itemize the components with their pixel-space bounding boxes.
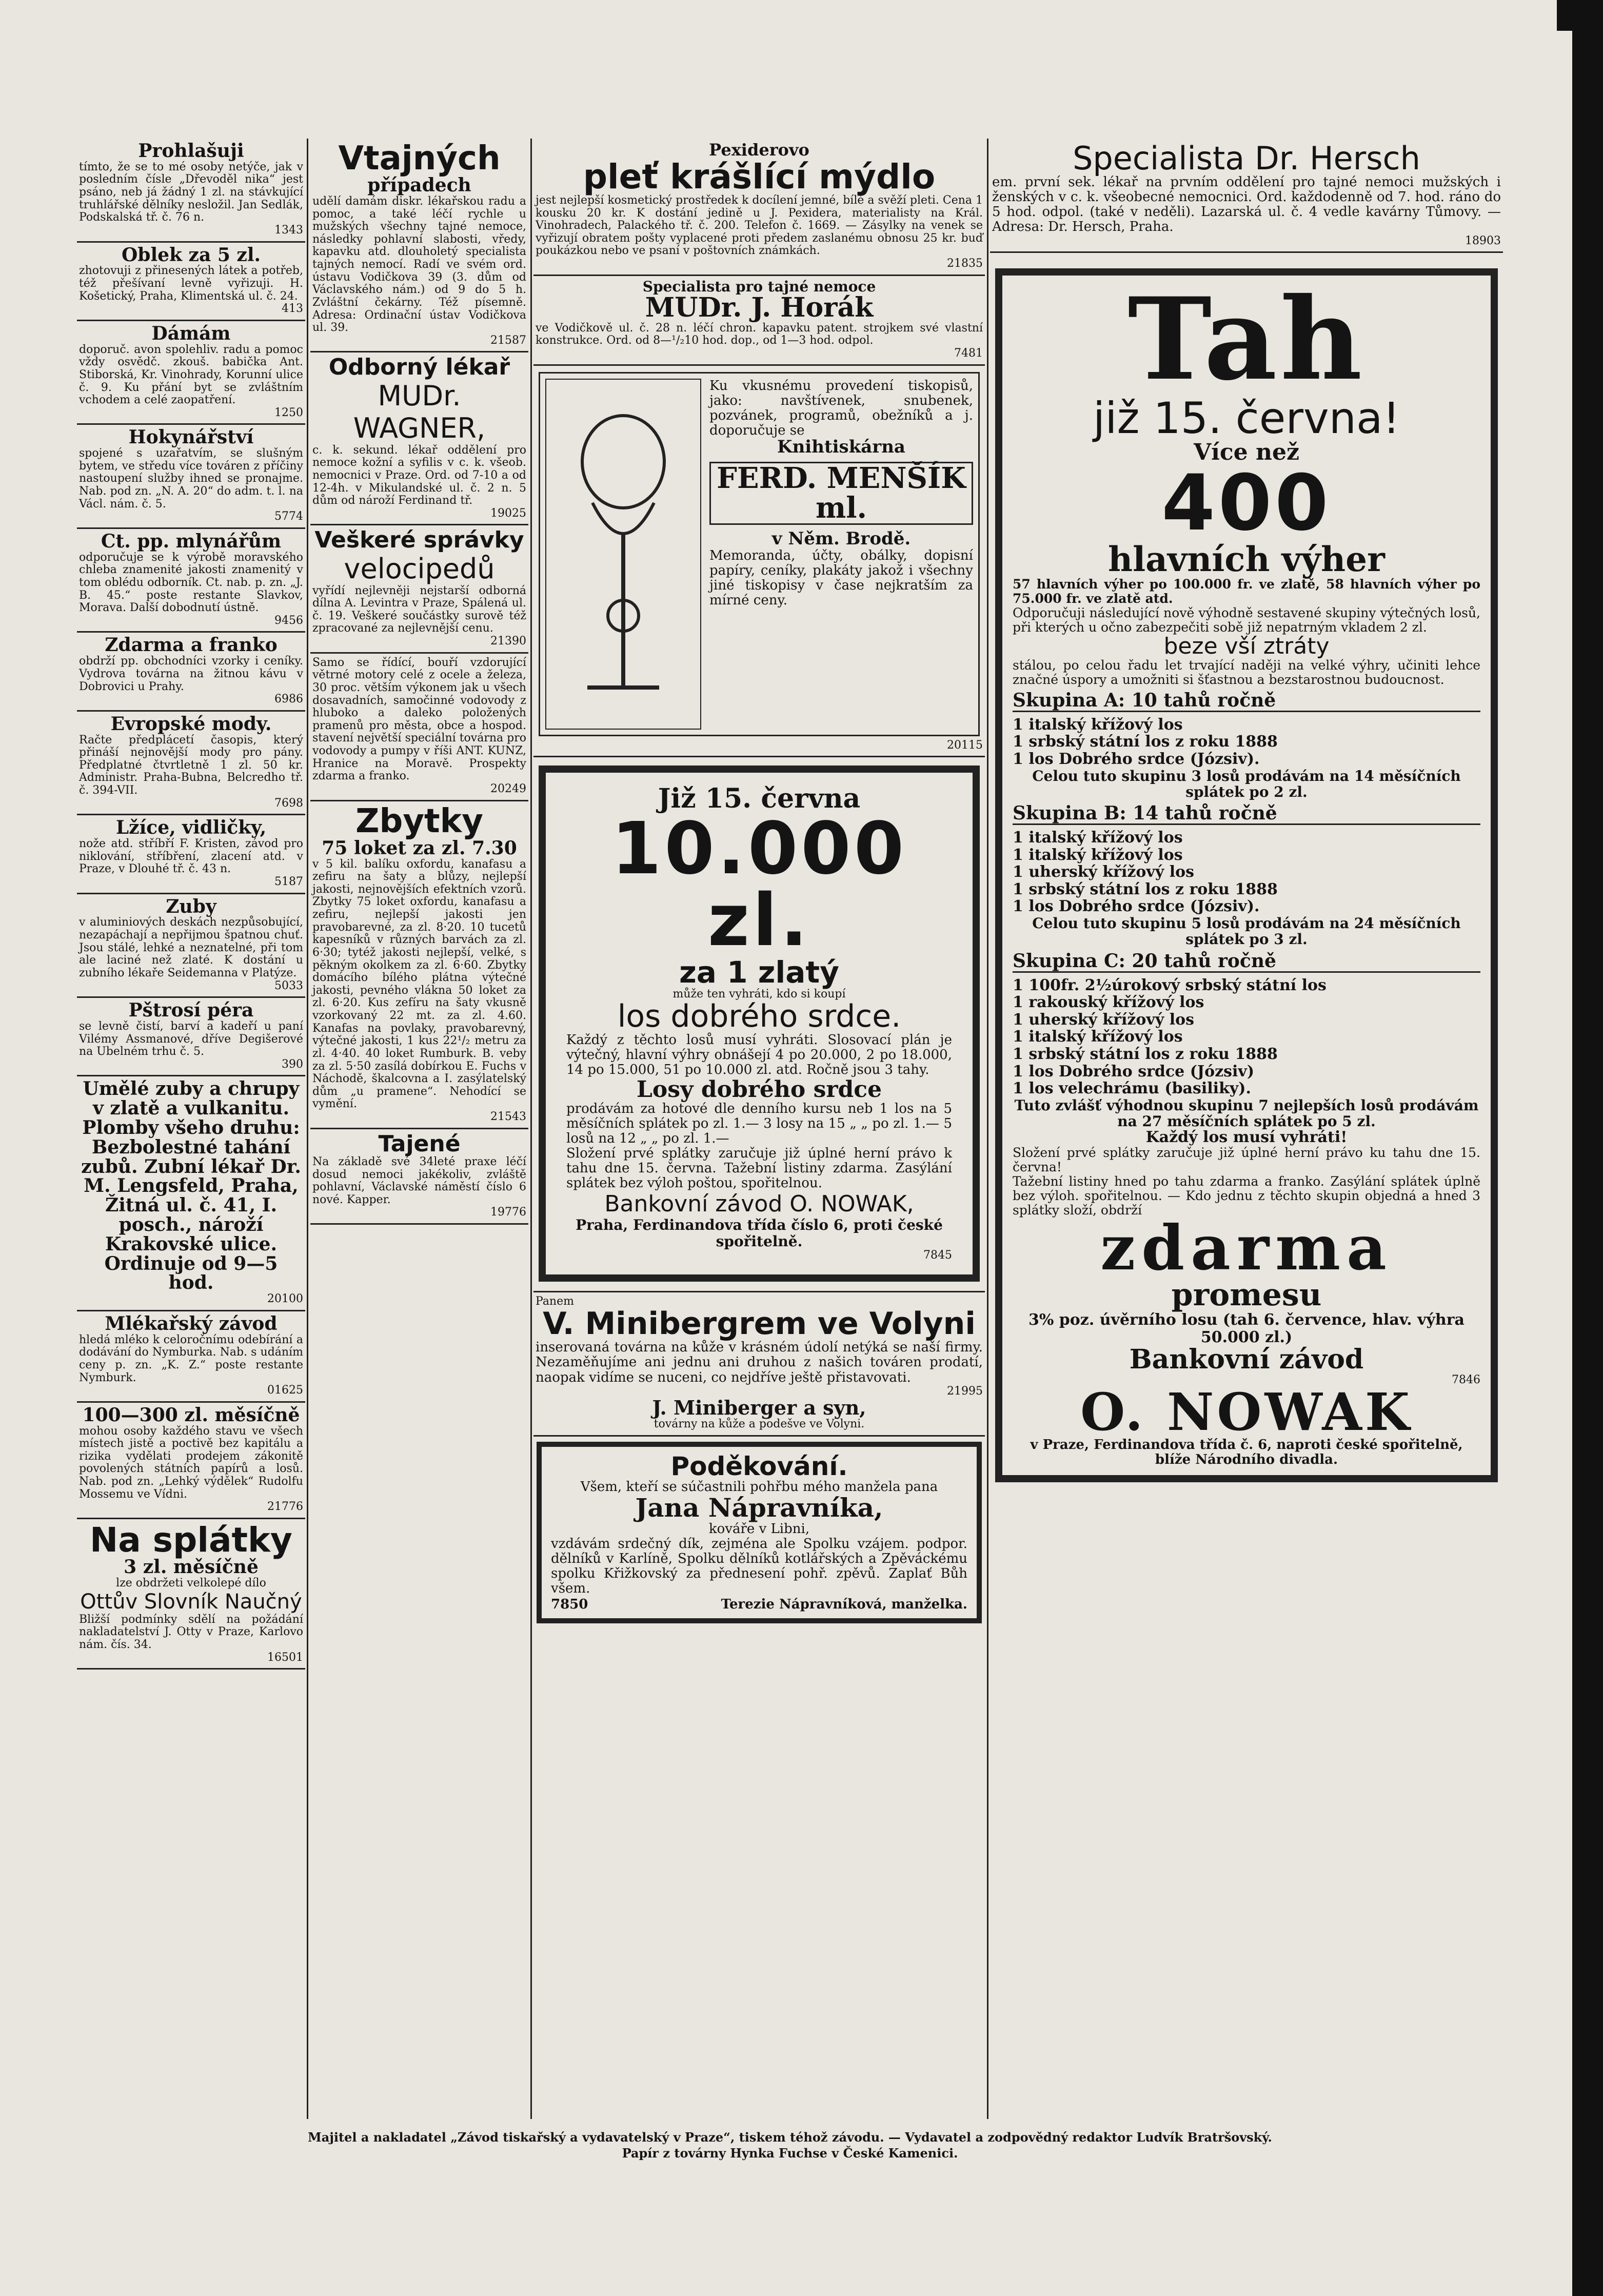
ad-body: udělí damám diskr. lékařskou radu a pomoc, a také léčí rychle u mužských všechny tajné nemoce, následky pohlavní slabosti, vředy, kapavku atd. dlouholetý specialista tajných nemocí. Radí ve svém ord. ústavu Vodičkova 39 (3. dům od Václavského nám.) od 9 do 5 h. Zvláštní čekárny. Též písemně. Adresa: Ordinační ústav Vodičkova ul. 39. xyxy=(312,194,526,335)
group-item: 1 italský křížový los xyxy=(1013,846,1183,864)
ad-code: 7481 xyxy=(954,346,983,360)
column-3 xyxy=(533,139,985,1628)
ad-code: 21390 xyxy=(490,635,526,648)
classified-ad xyxy=(77,139,305,243)
ad-title: Hokynářství xyxy=(128,426,254,448)
ad-subtitle: Losy dobrého srdce xyxy=(636,1076,882,1103)
group-item: 1 100fr. 2½úrokový srbský státní los xyxy=(1013,976,1327,994)
group-item: 1 los Dobrého srdce (Józsiv). xyxy=(1013,750,1260,768)
ad-title: Prohlašuji xyxy=(138,140,244,162)
classified-ad xyxy=(310,525,528,653)
scan-edge-right xyxy=(1572,0,1603,2296)
ad-headline: pleť krášlící mýdlo xyxy=(583,156,936,197)
ad-body: Složení prvé splátky zaručuje již úplné herní právo ku tahu dne 15. června! xyxy=(1013,1145,1480,1174)
ad-code: 1343 xyxy=(274,223,303,237)
ad-title: Lžíce, vidličky, xyxy=(115,817,267,839)
ad-body: nože atd. stříbří F. Kristen, závod pro niklování, stříbření, zlacení atd. v Praze, v Dlouhé tř. č. 43 n. xyxy=(79,837,303,876)
ad-code: 21587 xyxy=(490,333,526,347)
ad-title: Specialista pro tajné nemoce xyxy=(642,278,876,295)
ad-body: mohou osoby každého stavu ve všech místech jistě a poctivě bez kapitálu a rizika vydělati prodejem zákonitě povolených státních papírů a losů. Nab. pod zn. „Lehký výdělek“ Rudolfu Mossemu ve Vídni. xyxy=(79,1424,303,1501)
ad-bank-name: O. NOWAK xyxy=(1080,1382,1413,1443)
column-4 xyxy=(990,139,1503,1482)
ad-body: v 5 kil. balíku oxfordu, kanafasu a zefiru na šaty a blůzy, nejlepší jakosti, nejnovějších efektních vzorů. Zbytky 75 loket oxfordu, kanafasu a zefiru, nejlepší jakosti jen pravobarevné, za zl. 8·20. 10 tucetů kapesníků v různých barvách za zl. 6·30; tytéž jakosti nejlepší, velké, s pěkným okolkem za zl. 6·60. Zbytky domácího bílého plátna výtečné jakosti, pevného vlákna 50 loket za zl. 6·20. Kus zefíru na šaty vkusně vzorkovaný 22 mt. za zl. 4.60. Kanafas na povlaky, pravobarevný, výtečné jakosti, 1 kus 22¹/₂ metru za zl. 4·40. 40 loket Rumburk. B. veby za zl. 5·50 zasílá dobírkou E. Fuchs v Náchodě, škalcovna a I. zasýlatelský dům „u pramene“. Nehodící se vymění. xyxy=(312,857,526,1111)
page-footer xyxy=(77,2129,1503,2161)
ad-pre: Panem xyxy=(536,1294,574,1308)
classified-ad xyxy=(77,529,305,633)
ad-body: Tažební listiny hned po tahu zdarma a franko. Zasýlání splátek úplně bez výloh. spořitelnou. — Kdo jednu z těchto skupin objedná a hned 3 splátky složí, obdrží xyxy=(1013,1173,1480,1218)
ad-code: 21995 xyxy=(947,1384,983,1398)
ad-body: vzdávám srdečný dík, zejména ale Spolku vzájem. podpor. dělníků v Karlíně, Spolku dělníků kotlářských a Zpěváckému spolku Křižkovský za přednesení pohř. zpěvů. Zaplať Bůh všem. xyxy=(551,1536,967,1597)
classified-ad xyxy=(310,1129,528,1225)
group-item: 1 uherský křížový los xyxy=(1013,1010,1195,1029)
ad-code: 18903 xyxy=(1465,234,1501,247)
ad-bank: Bankovní závod xyxy=(1129,1344,1364,1376)
ad-code: 1250 xyxy=(274,406,303,419)
ad-code: 5774 xyxy=(274,510,303,523)
ad-body: inserovaná továrna na kůže v krásném údolí netýká se naší firmy. Nezaměňujíme ani jednu ani druhou z našich továren prodatí, naopak vidíme se nuceni, co nejdříve ještě přistavovati. xyxy=(536,1340,983,1385)
classified-ad xyxy=(310,654,528,801)
ad-body: Každý z těchto losů musí vyhráti. Slosovací plán je výtečný, hlavní výhry obnášejí 4 po 20.000, 2 po 18.000, 14 po 15.000, 51 po 10.000 zl. atd. Ročně jsou 3 tahy. xyxy=(566,1032,952,1078)
ad-number: 400 xyxy=(1161,458,1332,548)
classified-ad xyxy=(77,998,305,1076)
ad-title: Zdarma a franko xyxy=(105,634,278,656)
ad-title: Ct. pp. mlynářům xyxy=(101,530,282,552)
footer-line: Papír z továrny Hynka Fuchse v České Kamenici. xyxy=(622,2146,958,2161)
ad-code: 19776 xyxy=(490,1206,526,1219)
ad-prize: 10.000 zl. xyxy=(611,807,907,963)
ad-code: 7850 xyxy=(551,1596,588,1612)
classified-ad xyxy=(77,712,305,816)
ad-body: zhotovuji z přinesených látek a potřeb, též přešívaní levně vyřizuji. H. Košetický, Praha, Klimentská ul. č. 24. xyxy=(79,264,303,303)
ad-free: zdarma xyxy=(1100,1211,1393,1284)
ad-title: Pexiderovo xyxy=(709,140,809,160)
ad-ottuv-slovnik xyxy=(77,1519,305,1670)
ad-body: odporučuje se k výrobě moravského chleba znamenité jakosti znamenitý v tom oblédu odborník. Ct. nab. p. zn. „J. B. 45.“ poste restante Slavkov, Morava. Další dobodnutí ústně. xyxy=(79,551,303,615)
ad-name: Jana Nápravníka, xyxy=(635,1493,883,1523)
ad-title: Zuby xyxy=(166,895,216,917)
ad-must: Každý los musí vyhráti! xyxy=(1145,1128,1348,1147)
ad-price: za 1 zlatý xyxy=(679,954,839,990)
ad-title: Oblek za 5 zl. xyxy=(121,244,261,266)
ad-line: může ten vyhráti, kdo si koupí xyxy=(672,987,846,1000)
ad-title: Veškeré správky xyxy=(314,527,524,554)
ad-body: Na základě své 34leté praxe léčí dosud nemoci jakékoliv, zvláště pohlavní, Václavské náměstí číslo 6 nové. Kapper. xyxy=(312,1155,526,1206)
ad-body: stálou, po celou řadu let trvající naději na velké výhry, učiniti lehce značné úspory a umožniti si šťastnou a bezstarostnou budoucnost. xyxy=(1013,658,1480,688)
column-2 xyxy=(310,139,528,1225)
group-item: 1 srbský státní los z roku 1888 xyxy=(1013,880,1278,898)
classified-ad xyxy=(77,1403,305,1519)
ad-code: 21543 xyxy=(490,1110,526,1124)
ornament-frame xyxy=(539,372,980,736)
ad-code: 390 xyxy=(282,1057,303,1071)
ad-address: Praha, Ferdinandova třída číslo 6, proti české spořitelně. xyxy=(576,1216,943,1250)
ad-title: Na splátky xyxy=(90,1520,292,1560)
ad-title: Tajené xyxy=(378,1130,461,1157)
ad-body: Memoranda, účty, obálky, dopisní papíry, ceníky, plakáty jakož i všechny jiné tiskopisy v čase nejkratším za mírné ceny. xyxy=(709,547,973,609)
ad-title: Tah xyxy=(1127,272,1365,406)
ad-horak xyxy=(533,276,985,366)
ad-title: Pštrosí péra xyxy=(128,999,254,1022)
ad-title: Specialista Dr. Hersch xyxy=(1073,140,1420,177)
group-title: Skupina C: 20 tahů ročně xyxy=(1013,952,1480,973)
ad-code: 7845 xyxy=(923,1249,952,1262)
ad-body: Samo se řídící, bouří vzdorující větrné motory celé z ocele a železa, 30 proc. větším výkonem jak u všech dosavadních, samočinné vodovody z hluboko a daleko položených pramenů pro města, obce a hospod. stavení největší speciální továrna pro vodovody a pumpy v říši ANT. KUNZ, Hranice na Moravě. Prospekty zdarma a franko. xyxy=(312,656,526,783)
ad-body: hledá mléko k celoročnímu odebírání a dodávání do Nymburka. Nab. s udáním ceny p. zn. „K. Z.“ poste restante Nymburk. xyxy=(79,1333,303,1384)
ad-more: Více než xyxy=(1194,439,1299,466)
column-rule xyxy=(530,139,532,2119)
ad-body: spojené s uzařatvím, se slušným bytem, ve středu více továren z příčiny nastoupení služby ihned se pronajme. Nab. pod zn. „N. A. 20“ do adm. t. l. na Václ. nám. č. 5. xyxy=(79,447,303,511)
ad-code: 6986 xyxy=(274,693,303,706)
ad-sub: případech xyxy=(367,174,471,197)
ad-code: 19025 xyxy=(490,506,526,520)
ad-title: Umělé zuby a chrupy v zlatě a vulkanitu. Plomby všeho druhu: Bezbolestné tahání zubů. Zubní lékař Dr. M. Lengsfeld, Praha, Žitná ul. č. 41, I. posch., nároží Krakovské ulice. Ordinuje od 9—5 hod. xyxy=(81,1078,301,1294)
classified-ad xyxy=(77,815,305,894)
ad-body: jest nejlepší kosmetický prostředek k docílení jemné, bílé a svěží pleti. Cena 1 kousku 20 kr. K dostání jedině u J. Pexidera, materialisty na Král. Vinohradech, Palackého tř. č. 200. Telefon č. 1669. — Zásylky na venek se vyřizují obratem pošty vyplacené proti předem zaslanému obnosu 25 kr. buď poukázkou nebo ve psaní v poštovních známkách. xyxy=(536,193,983,258)
ad-date: Již 15. června xyxy=(658,783,861,815)
group-title: Skupina A: 10 tahů ročně xyxy=(1013,691,1480,712)
ad-body: se levně čistí, barví a kadeří u paní Vilémy Assmanové, dříve Degišerové na Ubelném trhu č. 5. xyxy=(79,1019,303,1058)
ad-name: MUDr. J. Horák xyxy=(645,292,874,324)
ad-nowak-lottery xyxy=(533,757,985,1292)
ad-code: 5033 xyxy=(274,979,303,992)
group-note: Celou tuto skupinu 3 losů prodávám na 14 měsíčních splátek po 2 zl. xyxy=(1032,767,1461,800)
ad-body: c. k. sekund. lékař oddělení pro nemoce kožní a syfilis v c. k. všeob. nemocnici v Praze. Ord. od 7-10 a od 12-4h. v Mikulandské ul. č. 2 n. 5 dům od nároží Ferdinand tř. xyxy=(312,443,526,507)
ad-title: Knihtiskárna xyxy=(777,436,905,457)
ad-bank: Bankovní závod O. NOWAK, xyxy=(604,1191,914,1218)
group-item: 1 los velechrámu (basiliky). xyxy=(1013,1080,1251,1098)
ad-body: prodávám za hotové dle denního kursu neb 1 los na 5 měsíčních splátek po zl. 1.— 3 losy na 15 „ „ po zl. 1.— 5 losů na 12 „ „ po zl. 1.— xyxy=(566,1101,952,1146)
classified-ad xyxy=(77,1311,305,1403)
ad-sub: 3 zl. měsíčně xyxy=(124,1556,259,1578)
ad-body: vyřídí nejlevněji nejstarší odborná dílna A. Levintra v Praze, Spálená ul. č. 19. Veškeré součástky surově též zpracované za nejlevnější cenu. xyxy=(312,584,526,635)
group-item: 1 srbský státní los z roku 1888 xyxy=(1013,733,1278,751)
lottery-groups xyxy=(1013,691,1480,1129)
classified-ad xyxy=(310,801,528,1129)
ad-body: ve Vodičkově ul. č. 28 n. léčí chron. kapavku patent. strojkem své vlastní konstrukce. Ord. od 8—¹/₂10 hod. dop., od 1—3 hod. odpol. xyxy=(536,321,983,347)
ad-code: 20100 xyxy=(267,1292,303,1306)
classified-ad xyxy=(77,894,305,998)
ad-code: 5187 xyxy=(274,875,303,888)
ad-sign: Terezie Nápravníková, manželka. xyxy=(721,1596,967,1612)
ad-risk: beze vší ztráty xyxy=(1163,633,1330,659)
ad-code: 16501 xyxy=(267,1651,303,1664)
scan-corner-topright xyxy=(1557,0,1572,31)
ad-code: 7698 xyxy=(274,796,303,810)
newspaper-page xyxy=(77,139,1503,2161)
group-item: 1 rakouský křížový los xyxy=(1013,993,1204,1012)
classified-ad xyxy=(310,139,528,352)
ad-body: em. první sek. lékař na prvním oddělení pro tajné nemoci mužských i ženských v c. k. všeobecné nemocnici. Ord. každodenně od 7. hod. ráno do 5 hod. odpol. (také v neděli). Lazarská ul. č. 4 vedle kavárny Tůmovy. — Adresa: Dr. Hersch, Praha. xyxy=(992,174,1501,235)
ad-sub: 75 loket za zl. 7.30 xyxy=(322,837,517,859)
ad-promesa: promesu xyxy=(1171,1277,1322,1313)
ad-body: Složení prvé splátky zaručuje již úplné herní právo k tahu dne 15. června. Tažební listiny zdarma. Zasýlání splátek bez výloh poštou, spořitelnou. xyxy=(566,1146,952,1191)
ad-code: 21835 xyxy=(947,257,983,270)
column-rule xyxy=(307,139,308,2119)
ad-hersch xyxy=(990,139,1503,253)
group-item: 1 italský křížový los xyxy=(1013,715,1183,734)
column-1 xyxy=(77,139,305,1670)
group-item: 1 uherský křížový los xyxy=(1013,863,1195,881)
ad-line: lze obdržeti velkolepé dílo xyxy=(116,1577,266,1590)
group-item: 1 srbský státní los z roku 1888 xyxy=(1013,1045,1278,1063)
ad-hand: Ottův Slovník Naučný xyxy=(80,1589,302,1614)
ornament-icon xyxy=(545,379,701,730)
group-item: 1 italský křížový los xyxy=(1013,1028,1183,1046)
ad-sign: J. Miniberger a syn, xyxy=(652,1396,866,1420)
ad-code: 01625 xyxy=(267,1384,303,1397)
ad-title: Evropské mody. xyxy=(110,713,272,735)
ad-role: kováře v Libni, xyxy=(708,1521,810,1537)
classified-ad xyxy=(77,243,305,321)
ad-code: 9456 xyxy=(274,614,303,627)
ad-code: 20115 xyxy=(947,738,983,752)
ad-name: FERD. MENŠÍK ml. xyxy=(709,462,973,525)
ad-title: Poděkování. xyxy=(670,1451,848,1481)
ad-address: v Praze, Ferdinandova třída č. 6, naproti české spořitelně, blíže Národního divadla. xyxy=(1030,1437,1463,1468)
classified-ad xyxy=(77,1076,305,1311)
ad-body: doporuč. avon spolehliv. radu a pomoc vždy osvědč. zkouš. babička Ant. Stiborská, Kr. Vinohrady, Korunní ulice č. 9. Ku přání byt se zvláštním vchodem a celé zaopatření. xyxy=(79,343,303,407)
ad-thanks xyxy=(533,1442,985,1623)
ad-sign2: továrny na kůže a podešve ve Volyni. xyxy=(654,1418,865,1431)
ad-body: Odporučuji následující nově výhodně sestavené skupiny výtečných losů, při kterých u očno zabezpečiti sobě již nepatrným vkladem 2 zl. xyxy=(1013,605,1480,635)
ad-title: Dámám xyxy=(151,322,231,344)
ad-body: v aluminiových deskách nezpůsobující, nezapáchají a nepřijmou špatnou chuť. Jsou stálé, lehké a neznatelné, při tom ale laciné než zlaté. K dostání u zubního lékaře Seidemanna v Platýze. xyxy=(79,916,303,979)
group-item: 1 los Dobrého srdce (Józsiv). xyxy=(1013,897,1260,916)
classified-ad xyxy=(77,321,305,425)
ad-hand: MUDr. WAGNER, xyxy=(353,379,486,444)
ad-code: 21776 xyxy=(267,1500,303,1514)
ad-body: Bližší podmínky sdělí na požádání nakladatelství J. Otty v Praze, Karlovo nám. čís. 34. xyxy=(79,1613,303,1651)
ad-title: Odborný lékař xyxy=(328,354,510,381)
classified-ad xyxy=(310,352,528,525)
ad-place: v Něm. Brodě. xyxy=(771,528,911,550)
ad-body: Račte předplácetí časopis, který přináší nejnovější mody pro pány. Předplatné čtvrtletně 1 zl. 50 kr. Administr. Praha-Bubna, Belcredho tř. č. 394-VII. xyxy=(79,733,303,797)
ad-date: již 15. června! xyxy=(1093,393,1400,444)
group-item: 1 italský křížový los xyxy=(1013,829,1183,847)
ad-tah xyxy=(995,268,1498,1482)
ad-body: 57 hlavních výher po 100.000 fr. ve zlatě, 58 hlavních výher po 75.000 fr. ve zlatě atd. xyxy=(1013,576,1480,606)
ad-title: V. Minibergrem ve Volyni xyxy=(543,1306,976,1342)
footer-line: Majitel a nakladatel „Závod tiskařský a vydavatelský v Praze“, tiskem téhož závodu. — Vydavatel a zodpovědný redaktor Ludvík Bratršovský. xyxy=(308,2130,1272,2145)
ad-title: 100—300 zl. měsíčně xyxy=(82,1404,300,1426)
group-title: Skupina B: 14 tahů ročně xyxy=(1013,804,1480,825)
column-rule xyxy=(987,139,988,2119)
ad-title: Zbytky xyxy=(355,802,483,840)
ad-pexider xyxy=(533,139,985,276)
ad-body: Ku vkusnému provedení tiskopisů, jako: navštívenek, snubenek, pozvánek, programů, obežníků a j. doporučuje se xyxy=(709,378,973,438)
ad-code: 7846 xyxy=(1452,1373,1480,1386)
ad-body: Všem, kteří se súčastnili pohřbu mého manžela pana xyxy=(580,1479,938,1495)
ad-title: Vtajných xyxy=(338,140,501,178)
group-note: Celou tuto skupinu 5 losů prodávám na 24 měsíčních splátek po 3 zl. xyxy=(1032,915,1461,948)
ad-miniberger xyxy=(533,1292,985,1437)
ad-body: obdrží pp. obchodníci vzorky i ceníky. Vydrova továrna na žitnou kávu v Dobrovici u Prahy. xyxy=(79,655,303,693)
group-item: 1 los Dobrého srdce (Józsiv) xyxy=(1013,1062,1255,1081)
classified-ad xyxy=(77,633,305,711)
ad-title: Mlékařský závod xyxy=(105,1312,278,1335)
ad-code: 20249 xyxy=(490,782,526,795)
group-note: Tuto zvlášť výhodnou skupinu 7 nejlepších losů prodávám na 27 měsíčních splátek po 5 zl. xyxy=(1014,1096,1479,1130)
ad-lot: los dobrého srdce. xyxy=(617,998,901,1035)
ad-body: 3% poz. úvěrního losu (tah 6. července, hlav. výhra 50.000 zl.) xyxy=(1028,1310,1465,1346)
ad-code: 413 xyxy=(282,302,303,316)
ad-mensik xyxy=(533,366,985,758)
ad-prizes: hlavních výher xyxy=(1108,539,1385,579)
ad-body: tímto, že se to mé osoby netýče, jak v posledním čísle „Dřevoděl nika“ jest psáno, neb já žádný 1 zl. na stávkující truhlářské dělníky nesložil. Jan Sedlák, Podskalská tř. č. 76 n. xyxy=(79,160,303,224)
ad-hand: velocipedů xyxy=(344,552,495,585)
classified-ad xyxy=(77,425,305,529)
